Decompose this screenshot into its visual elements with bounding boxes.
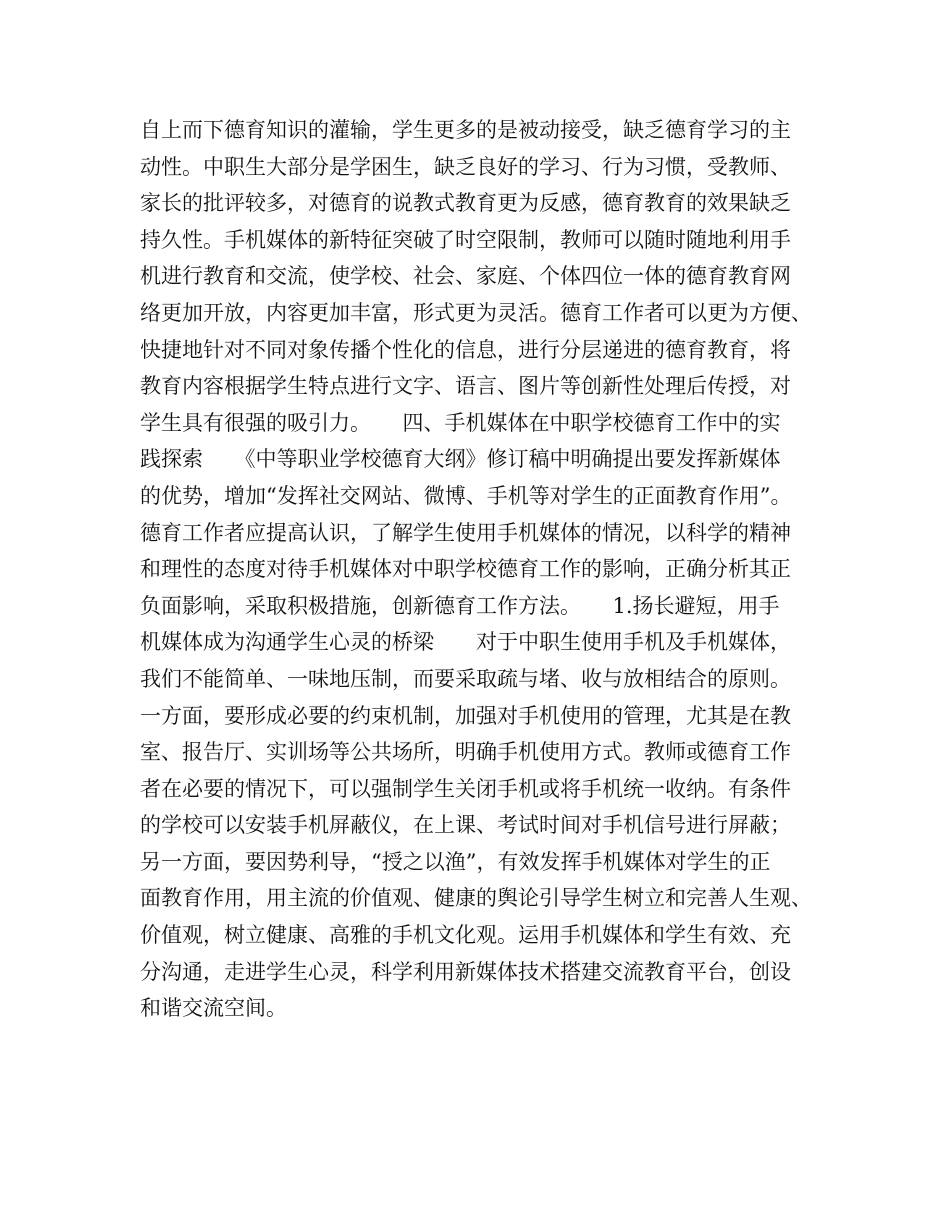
text-line: 德育工作者应提高认识，了解学生使用手机媒体的情况，以科学的精神 xyxy=(140,520,791,545)
text-line: 价值观，树立健康、高雅的手机文化观。运用手机媒体和学生有效、充 xyxy=(140,923,791,948)
text-line: 的优势，增加“发挥社交网站、微博、手机等对学生的正面教育作用”。 xyxy=(140,483,792,508)
text-line: 面教育作用，用主流的价值观、健康的舆论引导学生树立和完善人生观、 xyxy=(140,886,812,911)
text-line: 动性。中职生大部分是学困生，缺乏良好的学习、行为习惯，受教师、 xyxy=(140,154,791,179)
text-line: 络更加开放，内容更加丰富，形式更为灵活。德育工作者可以更为方便、 xyxy=(140,300,812,325)
text-line: 者在必要的情况下，可以强制学生关闭手机或将手机统一收纳。有条件 xyxy=(140,776,791,801)
text-line: 和理性的态度对待手机媒体对中职学校德育工作的影响，正确分析其正 xyxy=(140,557,791,582)
text-line: 持久性。手机媒体的新特征突破了时空限制，教师可以随时随地利用手 xyxy=(140,227,791,252)
text-line: 负面影响，采取积极措施，创新德育工作方法。 1.扬长避短，用手 xyxy=(140,593,780,618)
text-line: 快捷地针对不同对象传播个性化的信息，进行分层递进的德育教育，将 xyxy=(140,337,791,362)
text-line: 另一方面，要因势利导，“授之以渔”，有效发挥手机媒体对学生的正 xyxy=(140,849,771,874)
text-line: 机媒体成为沟通学生心灵的桥梁 对于中职生使用手机及手机媒体， xyxy=(140,630,791,655)
text-line: 学生具有很强的吸引力。 四、手机媒体在中职学校德育工作中的实 xyxy=(140,410,781,435)
text-line: 机进行教育和交流，使学校、社会、家庭、个体四位一体的德育教育网 xyxy=(140,264,791,289)
text-line: 自上而下德育知识的灌输，学生更多的是被动接受，缺乏德育学习的主 xyxy=(140,118,791,142)
text-line: 的学校可以安装手机屏蔽仪，在上课、考试时间对手机信号进行屏蔽； xyxy=(140,813,791,838)
text-line: 我们不能简单、一味地压制，而要采取疏与堵、收与放相结合的原则。 xyxy=(140,666,791,691)
text-line: 践探索 《中等职业学校德育大纲》修订稿中明确提出要发挥新媒体 xyxy=(140,447,781,472)
text-line: 室、报告厅、实训场等公共场所，明确手机使用方式。教师或德育工作 xyxy=(140,740,791,765)
text-line: 家长的批评较多，对德育的说教式教育更为反感，德育教育的效果缺乏 xyxy=(140,191,791,216)
text-line: 一方面，要形成必要的约束机制，加强对手机使用的管理，尤其是在教 xyxy=(140,703,791,728)
body-text xyxy=(140,112,840,1027)
text-line: 分沟通，走进学生心灵，科学利用新媒体技术搭建交流教育平台，创设 xyxy=(140,959,791,984)
text-line: 和谐交流空间。 xyxy=(140,996,287,1021)
text-line: 教育内容根据学生特点进行文字、语言、图片等创新性处理后传授，对 xyxy=(140,374,791,399)
